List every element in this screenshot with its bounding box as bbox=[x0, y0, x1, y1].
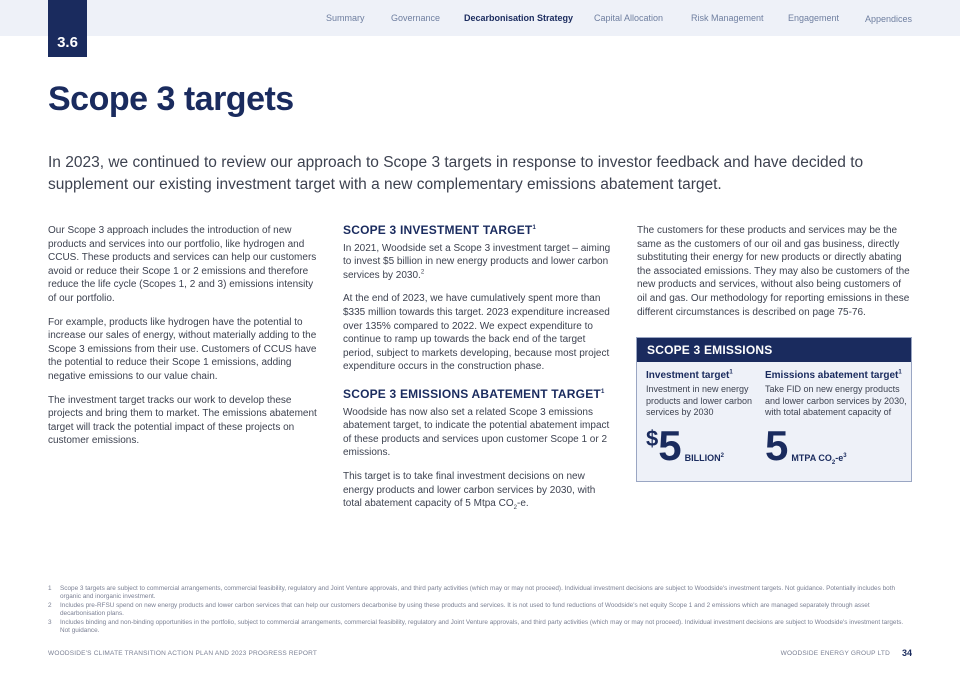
paragraph: The investment target tracks our work to develop these projects and bring them to market. The emissions abatement target will track the potential impact of these projects on customer emissions. bbox=[48, 394, 317, 447]
footnote-text: Includes binding and non-binding opportunities in the portfolio, subject to commercial arrangements, commercial feasibility, regulatory and Joint Venture approvals, and third party activities (which may or may not proceed). Individual investment decisions are subject to Woodside's investment targets. Not guidance. bbox=[60, 619, 904, 634]
footnote-number: 1 bbox=[48, 585, 52, 592]
footnote-ref: 1 bbox=[532, 225, 537, 231]
footnotes bbox=[48, 585, 912, 636]
footer-company bbox=[781, 650, 890, 657]
label-text: Investment target bbox=[646, 370, 730, 381]
nav-engagement[interactable]: Engagement bbox=[788, 13, 840, 23]
subscript: 2 bbox=[831, 459, 836, 466]
paragraph-text: This target is to take final investment decisions on new energy products and lower carbon services by 2030, with total abatement capacity of 5 Mtpa CO bbox=[343, 470, 596, 510]
heading-text: SCOPE 3 EMISSIONS ABATEMENT TARGET bbox=[343, 386, 601, 401]
section-number: 3.6 bbox=[57, 34, 78, 51]
big-number: 5 bbox=[658, 422, 682, 469]
footnote-ref: 1 bbox=[729, 369, 733, 376]
investment-target-description: Investment in new energy products and lower carbon services by 2030 bbox=[646, 384, 753, 418]
investment-target-heading bbox=[343, 224, 615, 238]
nav-summary[interactable]: Summary bbox=[326, 13, 365, 23]
subscript: 2 bbox=[513, 505, 517, 512]
footnote-number: 3 bbox=[48, 619, 52, 626]
footnote-ref: 1 bbox=[898, 369, 902, 376]
paragraph: Woodside has now also set a related Scope 3 emissions abatement target, to indicate the potential abatement impact of these products and services upon customer Scope 1 or 2 emissions. bbox=[343, 406, 610, 459]
paragraph: The customers for these products and services may be the same as the customers of our oil and gas business, directly substituting their energy for new products or directly abating the associated emissions. They may also be customers of the new products and services, without also being customers of oil and gas. Our methodology for reporting emissions in these different circumstances is described on page 75-76. bbox=[637, 225, 910, 318]
footer-company-text: WOODSIDE ENERGY GROUP LTD bbox=[780, 650, 890, 657]
section-number-tab bbox=[48, 0, 87, 57]
unit-text: BILLION bbox=[684, 453, 721, 463]
column-left bbox=[48, 224, 323, 458]
big-number: 5 bbox=[765, 422, 789, 469]
nav-decarbonisation-strategy[interactable]: Decarbonisation Strategy bbox=[464, 13, 574, 23]
value-unit bbox=[791, 453, 847, 466]
label-text: Emissions abatement target bbox=[765, 370, 899, 381]
paragraph-text: In 2021, Woodside set a Scope 3 investment target – aiming to invest $5 billion in new energy products and lower carbon services by 2030. bbox=[343, 242, 611, 281]
investment-target-block bbox=[646, 370, 776, 419]
heading-text: SCOPE 3 INVESTMENT TARGET bbox=[343, 223, 533, 237]
footer-report-title: WOODSIDE'S CLIMATE TRANSITION ACTION PLAN AND 2023 PROGRESS REPORT bbox=[48, 650, 318, 657]
paragraph bbox=[343, 242, 615, 283]
nav-risk-management[interactable]: Risk Management bbox=[691, 13, 764, 23]
footnote-ref: 3 bbox=[843, 453, 847, 459]
footnote-text: Scope 3 targets are subject to commercial arrangements, commercial feasibility, regulatory and Joint Venture approvals, and third party activities (which may or may not proceed). Individual investment decisions are subject to Woodside's investment targets. Not guidance. Potentially includes both organic and inorganic investment. bbox=[60, 585, 896, 600]
investment-target-label bbox=[646, 370, 776, 381]
footnote-ref: 2 bbox=[720, 453, 724, 459]
column-middle bbox=[343, 224, 615, 521]
emissions-abatement-heading bbox=[343, 388, 615, 402]
value-unit bbox=[685, 453, 724, 463]
footnote-text: Includes pre-RFSU spend on new energy products and lower carbon services that can help our customers decarbonise by using these products and services. It is not used to fund reductions of Woodside's net equity Scope 1 and 2 emissions which are managed separately through asset decarbonisation plans. bbox=[60, 602, 870, 617]
paragraph: Our Scope 3 approach includes the introduction of new products and services into our portfolio, like hydrogen and CCUS. These products and services can help our customers avoid or reduce their Scope 1 or 2 emissions and therefore reduce the life cycle (Scopes 1, 2 and 3) emissions intensity of our portfolio. bbox=[48, 225, 317, 304]
page-title: Scope 3 targets bbox=[48, 80, 294, 118]
lead-paragraph: In 2023, we continued to review our approach to Scope 3 targets in response to investor feedback and have decided to supplement our existing investment target with a new complementary emissions abatement target. bbox=[48, 154, 864, 193]
page-number: 34 bbox=[902, 648, 913, 658]
nav-governance[interactable]: Governance bbox=[391, 13, 441, 23]
top-navigation bbox=[0, 13, 960, 27]
column-right bbox=[637, 224, 912, 329]
footnote bbox=[48, 619, 912, 635]
footnote bbox=[48, 602, 912, 618]
footnote-ref: 2 bbox=[420, 269, 425, 276]
footnote-number: 2 bbox=[48, 602, 52, 609]
footnote-ref: 1 bbox=[600, 388, 605, 395]
nav-appendices[interactable]: Appendices bbox=[865, 14, 913, 24]
panel-title: SCOPE 3 EMISSIONS bbox=[637, 338, 911, 362]
unit-text: MTPA CO bbox=[791, 453, 832, 463]
paragraph bbox=[343, 470, 615, 511]
emissions-target-label bbox=[765, 370, 907, 381]
emissions-target-block bbox=[765, 370, 907, 419]
scope3-emissions-panel bbox=[636, 337, 912, 482]
currency-symbol: $ bbox=[646, 426, 659, 451]
paragraph: For example, products like hydrogen have the potential to increase our sales of energy, without materially adding to the Scope 3 emissions from their use. Customers of CCUS have the potential to reduce their Scope 1 emissions, adding negative emissions to our value chain. bbox=[48, 316, 317, 382]
nav-capital-allocation[interactable]: Capital Allocation bbox=[594, 13, 664, 23]
paragraph: At the end of 2023, we have cumulatively spent more than $335 million towards this target. 2023 expenditure increased over 135% compared to 2022. We expect expenditure to continue to ramp up towards the back end of the target period, subject to markets developing, because most project expenditure occurs in the construction phase. bbox=[343, 293, 610, 373]
emissions-target-value bbox=[765, 422, 847, 469]
emissions-target-description: Take FID on new energy products and lower carbon services by 2030, with total abatement capacity of bbox=[765, 384, 907, 418]
unit-text: -e bbox=[835, 453, 844, 463]
investment-target-value bbox=[646, 422, 724, 469]
paragraph-text: -e. bbox=[517, 498, 529, 510]
footnote bbox=[48, 585, 912, 601]
